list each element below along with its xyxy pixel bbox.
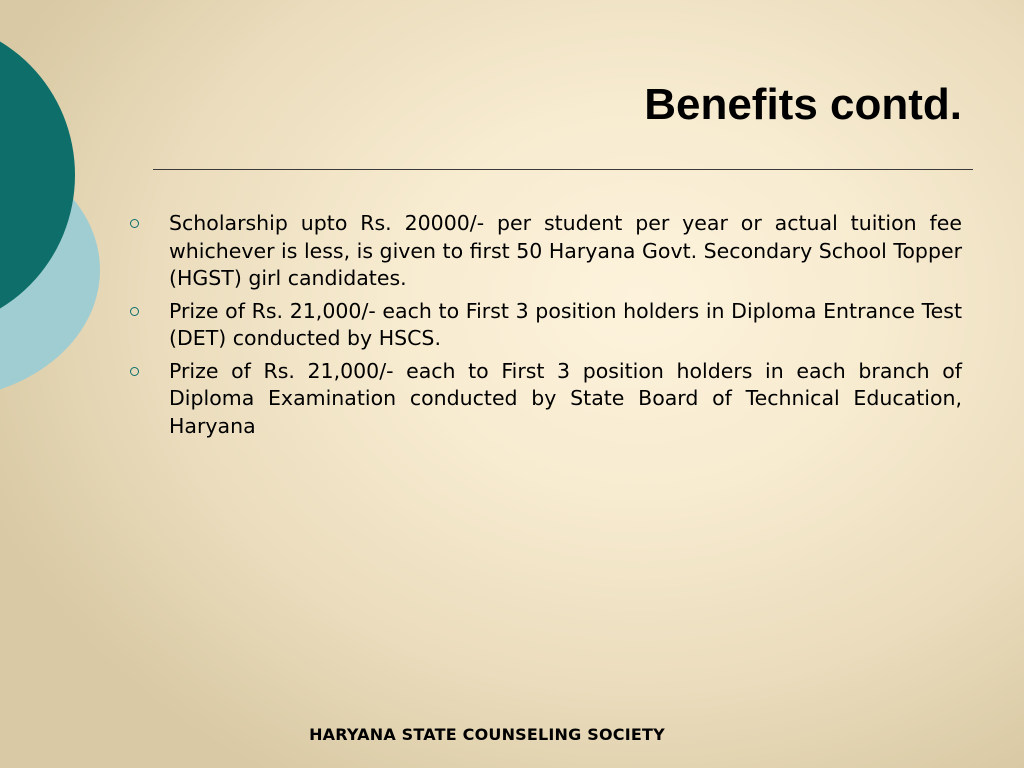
footer-organization: HARYANA STATE COUNSELING SOCIETY: [309, 725, 665, 744]
hollow-circle-bullet-icon: [130, 307, 139, 316]
bullet-item: [128, 210, 962, 293]
bullet-list: [128, 210, 962, 445]
bullet-item: [128, 298, 962, 353]
bullet-text: Prize of Rs. 21,000/- each to First 3 position holders in Diploma Entrance Test (DET) conducted by HSCS.: [169, 298, 962, 350]
hollow-circle-bullet-icon: [130, 367, 139, 376]
bullet-text: Prize of Rs. 21,000/- each to First 3 position holders in each branch of Diploma Examination conducted by State Board of Technical Education, Haryana: [169, 358, 962, 438]
hollow-circle-bullet-icon: [130, 219, 139, 228]
bullet-item: [128, 358, 962, 441]
bullet-text: Scholarship upto Rs. 20000/- per student per year or actual tuition fee whichever is less, is given to first 50 Haryana Govt. Secondary School Topper (HGST) girl candidates.: [169, 211, 962, 290]
slide-title: Benefits contd.: [644, 80, 962, 129]
title-divider: [153, 169, 973, 170]
